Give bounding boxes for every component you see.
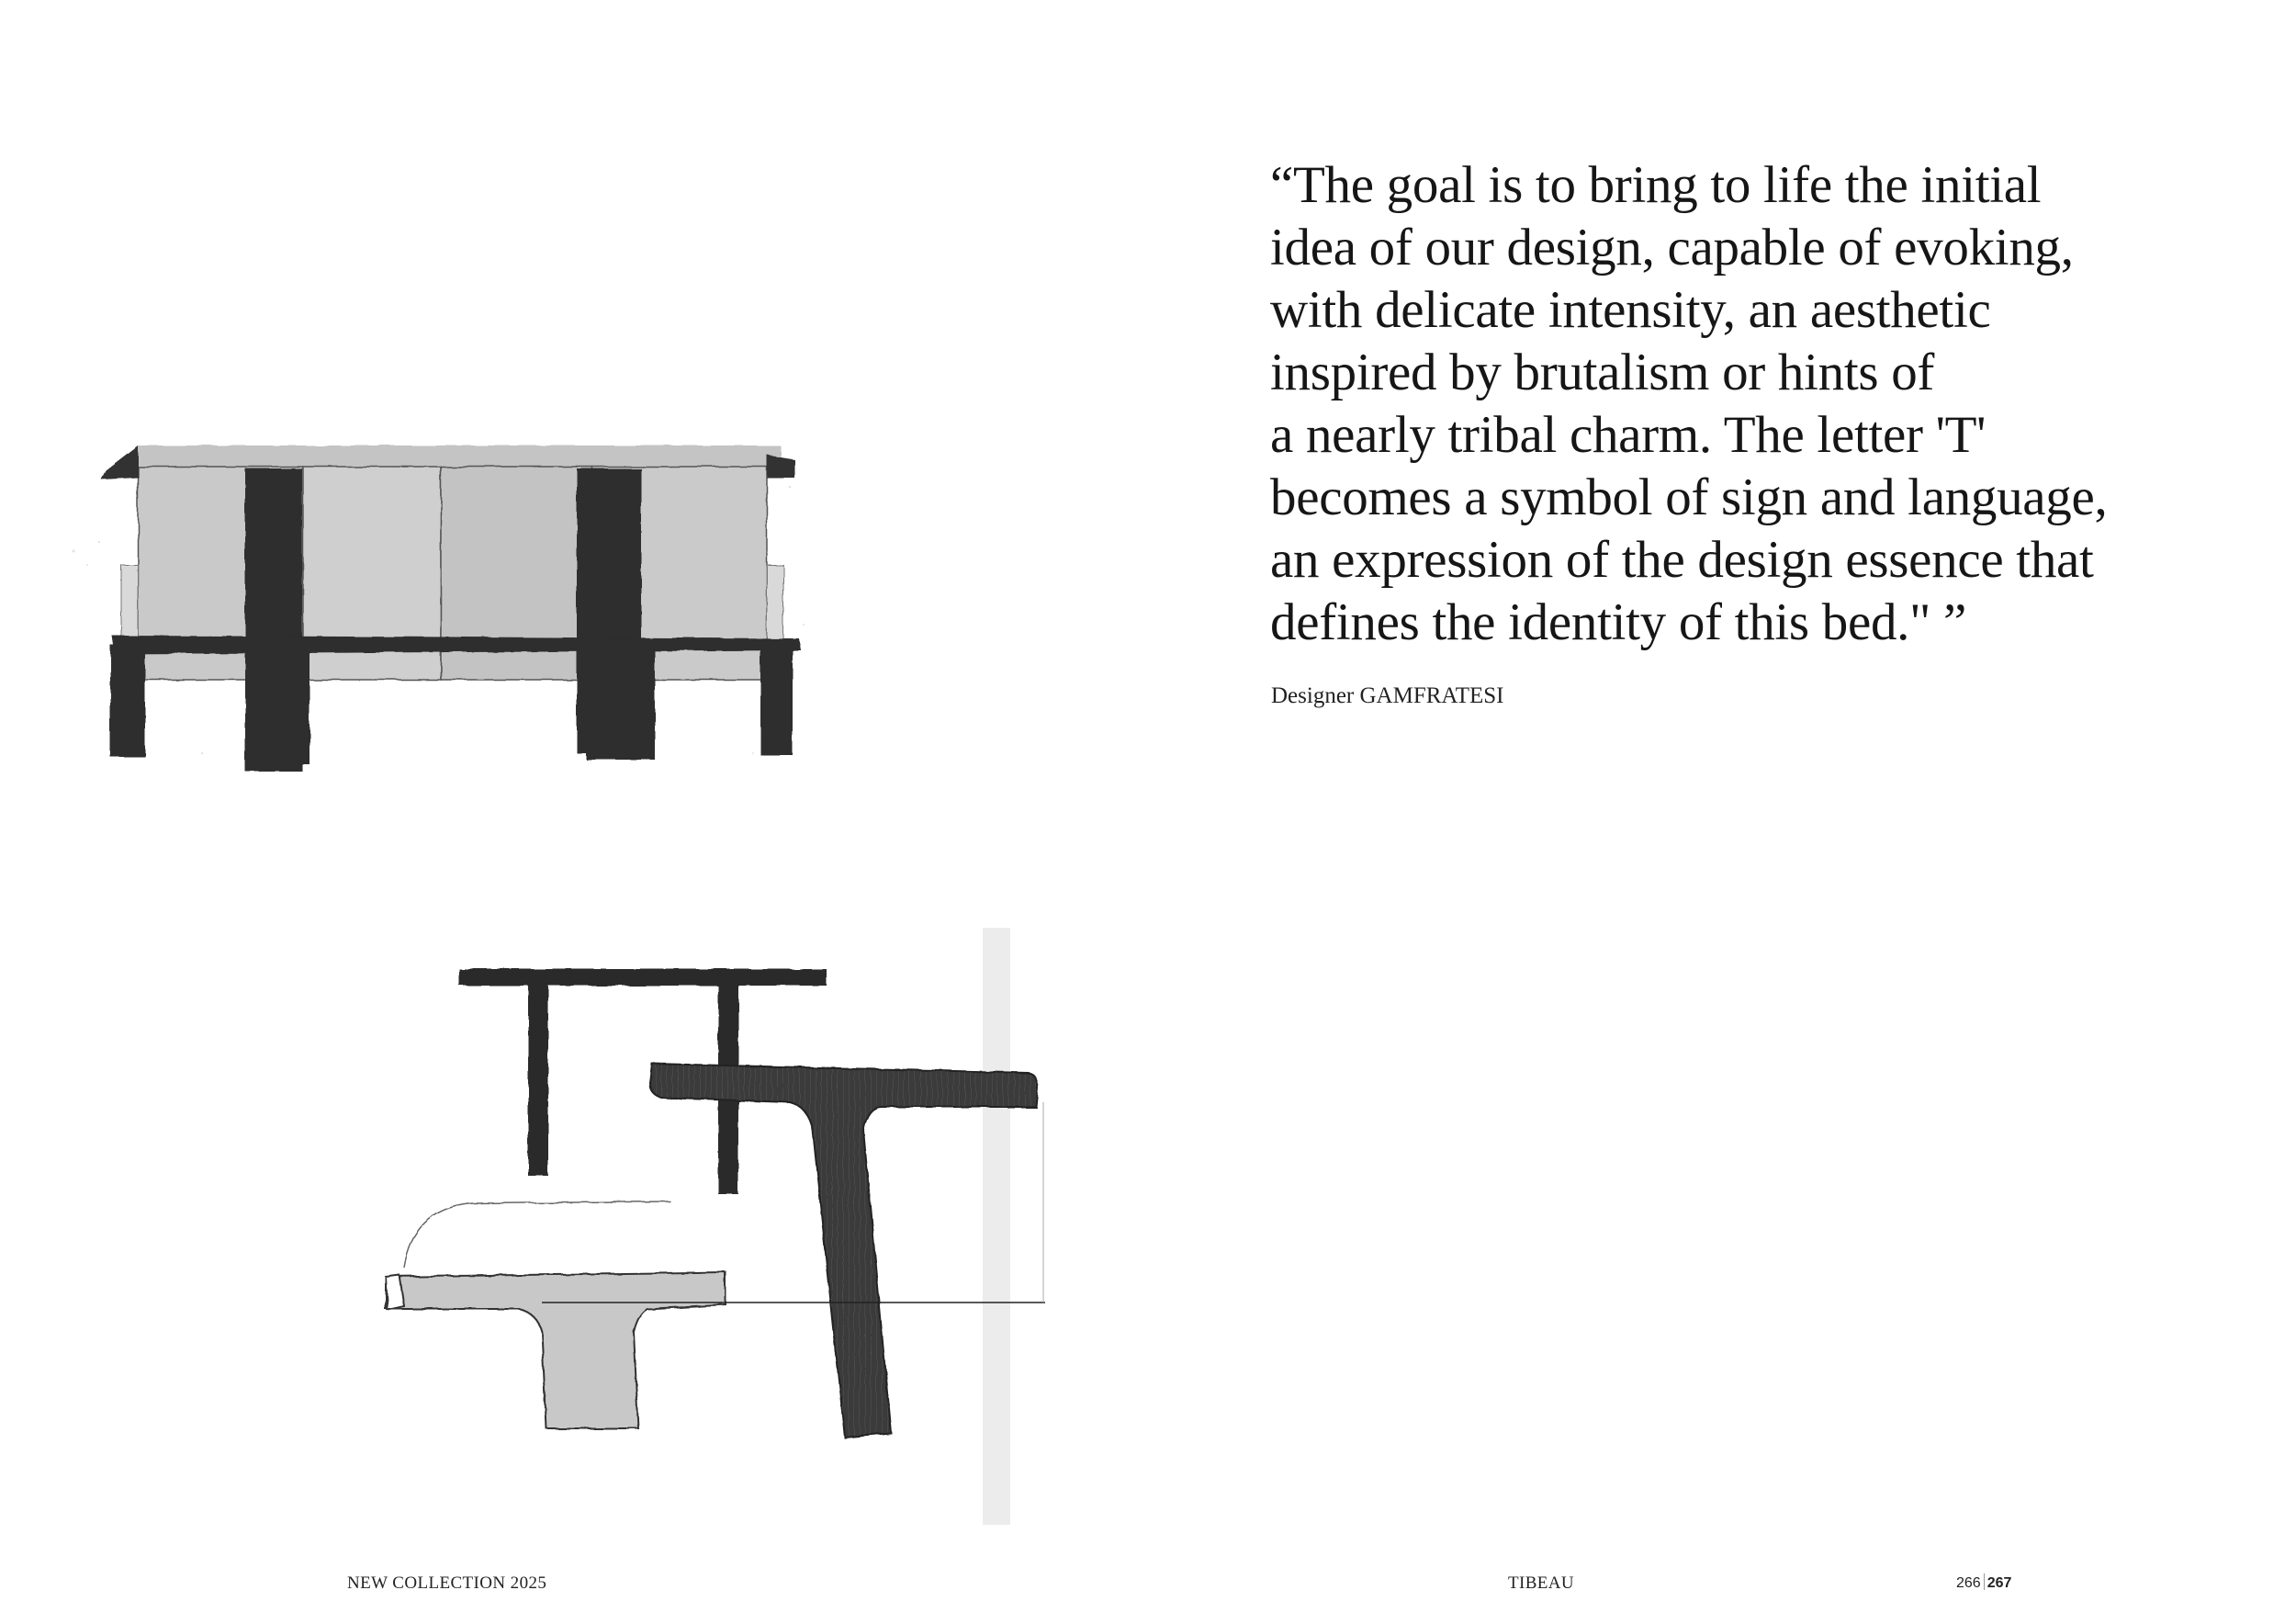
quote-line: idea of our design, capable of evoking, xyxy=(1270,219,2074,276)
quote-line: defines the identity of this bed." ” xyxy=(1270,593,1967,651)
page-numbers xyxy=(1956,1573,2011,1592)
quote-line: “The goal is to bring to life the initial xyxy=(1270,156,2042,214)
designer-quote xyxy=(1270,154,2280,654)
page-number-right: 267 xyxy=(1986,1575,2012,1591)
page-number-divider xyxy=(1984,1573,1985,1590)
footer-collection-title: NEW COLLECTION 2025 xyxy=(347,1573,547,1593)
footer-product-name: TIBEAU xyxy=(1508,1573,1575,1593)
page-number-left: 266 xyxy=(1956,1575,1981,1591)
quote-line: becomes a symbol of sign and language, xyxy=(1270,468,2108,526)
quote-line: an expression of the design essence that xyxy=(1270,531,2094,589)
t-symbol-sketch xyxy=(276,919,1065,1552)
quote-attribution: Designer GAMFRATESI xyxy=(1271,683,1504,708)
quote-line: with delicate intensity, an aesthetic xyxy=(1270,281,1991,339)
quote-line: inspired by brutalism or hints of xyxy=(1270,344,1935,401)
bed-side-sketch xyxy=(55,404,827,772)
quote-line: a nearly tribal charm. The letter 'T' xyxy=(1270,406,1986,464)
